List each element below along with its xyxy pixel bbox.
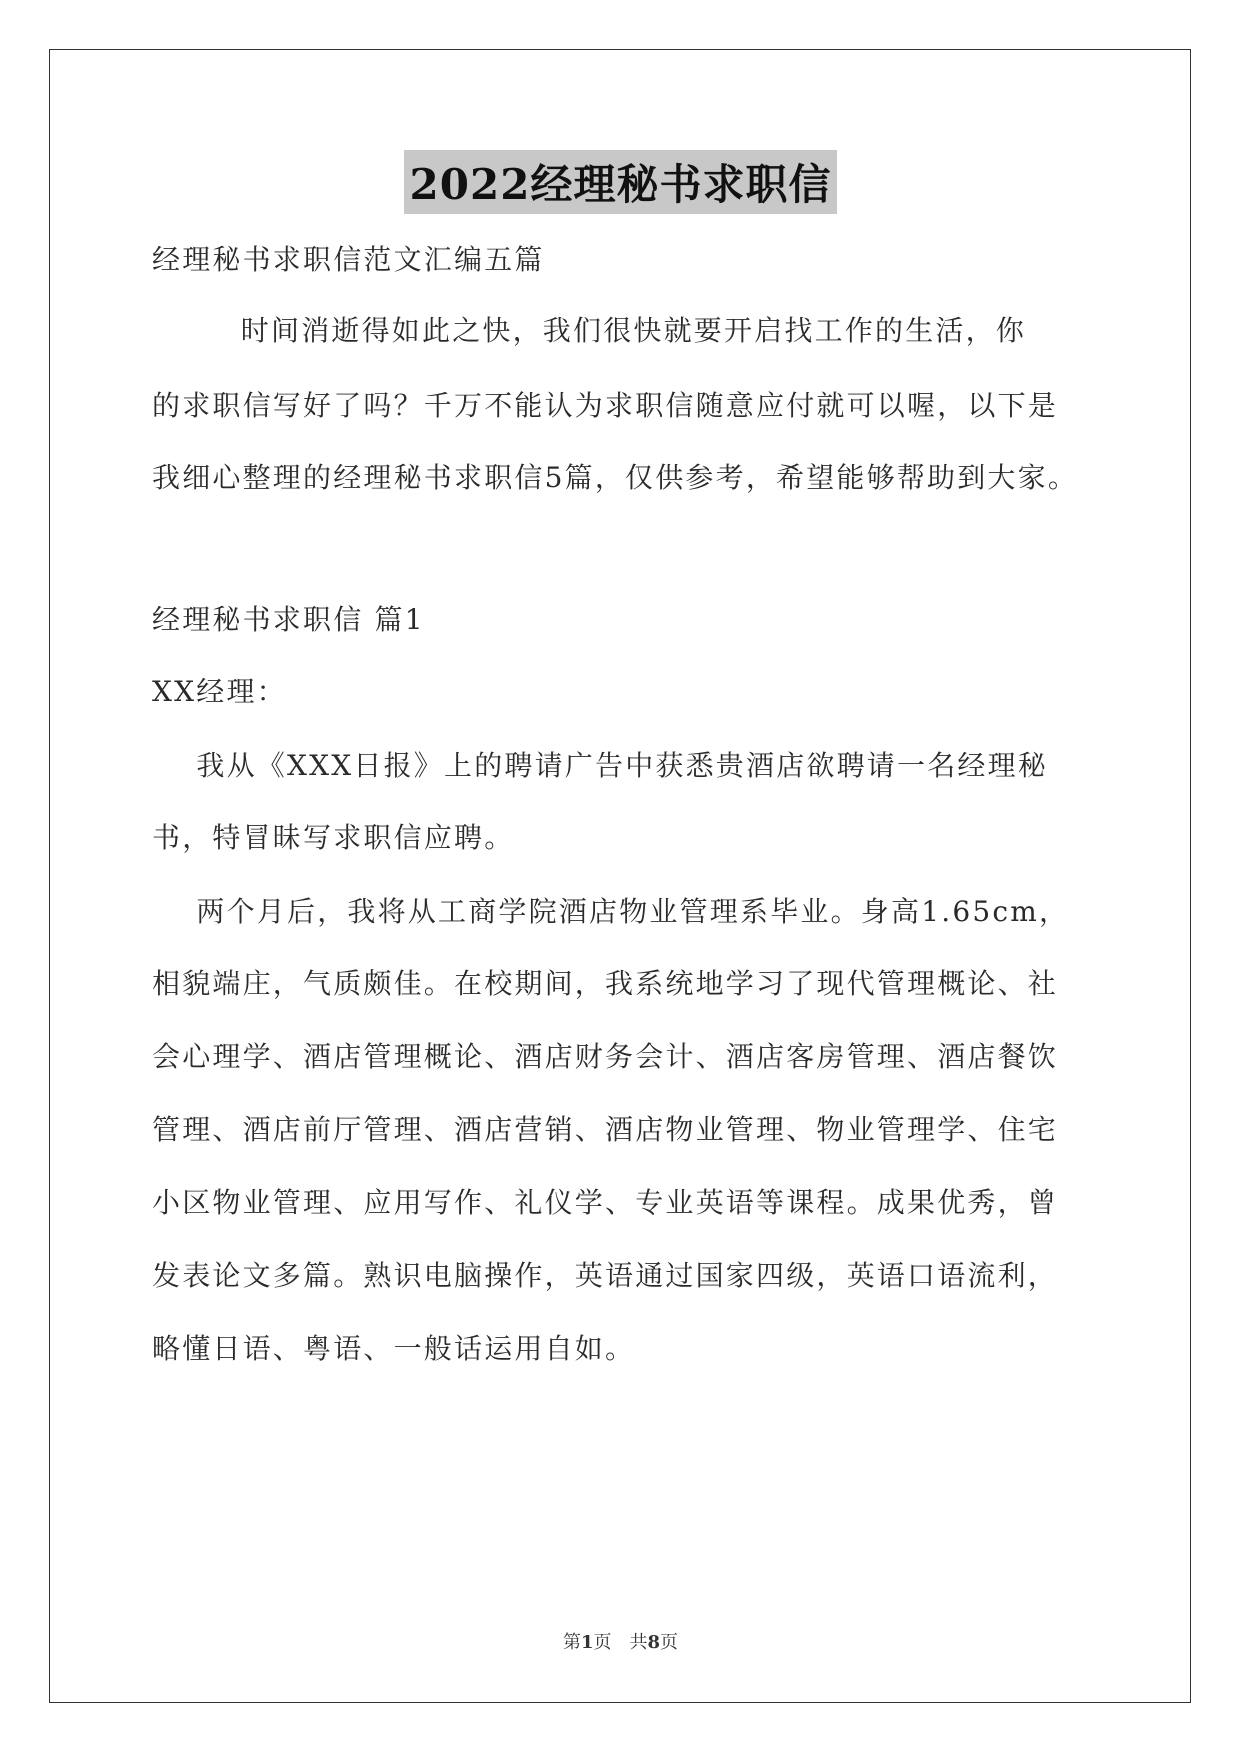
subtitle: 经理秘书求职信范文汇编五篇	[152, 243, 545, 276]
salutation: XX经理：	[152, 675, 287, 708]
document-title: 2022经理秘书求职信	[404, 150, 838, 214]
paragraph-line: 发表论文多篇。熟识电脑操作，英语通过国家四级，英语口语流利，	[152, 1259, 1059, 1292]
page-prefix: 第	[562, 1632, 581, 1653]
page-suffix: 页	[660, 1632, 679, 1653]
title-container	[0, 150, 1241, 214]
intro-line: 的求职信写好了吗？千万不能认为求职信随意应付就可以喔，以下是	[152, 389, 1059, 422]
paragraph-line: 书，特冒昧写求职信应聘。	[152, 821, 515, 854]
section-heading: 经理秘书求职信 篇1	[152, 603, 425, 636]
paragraph-line: 会心理学、酒店管理概论、酒店财务会计、酒店客房管理、酒店餐饮	[152, 1040, 1059, 1073]
page-mid: 页 共	[593, 1632, 648, 1653]
paragraph-line: 略懂日语、粤语、一般话运用自如。	[152, 1332, 636, 1365]
page-total: 8	[647, 1632, 661, 1653]
page-border	[49, 49, 1191, 1703]
page-footer	[0, 1628, 1241, 1654]
paragraph-line: 我从《XXX日报》上的聘请广告中获悉贵酒店欲聘请一名经理秘	[152, 749, 1049, 782]
page-number: 1	[580, 1632, 594, 1653]
intro-line: 时间消逝得如此之快，我们很快就要开启找工作的生活，你	[152, 314, 1027, 347]
paragraph-line: 两个月后，我将从工商学院酒店物业管理系毕业。身高1.65cm，	[152, 895, 1070, 928]
paragraph-line: 小区物业管理、应用写作、礼仪学、专业英语等课程。成果优秀，曾	[152, 1186, 1059, 1219]
intro-line: 我细心整理的经理秘书求职信5篇，仅供参考，希望能够帮助到大家。	[152, 461, 1079, 494]
paragraph-line: 相貌端庄，气质颇佳。在校期间，我系统地学习了现代管理概论、社	[152, 967, 1059, 1000]
paragraph-line: 管理、酒店前厅管理、酒店营销、酒店物业管理、物业管理学、住宅	[152, 1113, 1059, 1146]
